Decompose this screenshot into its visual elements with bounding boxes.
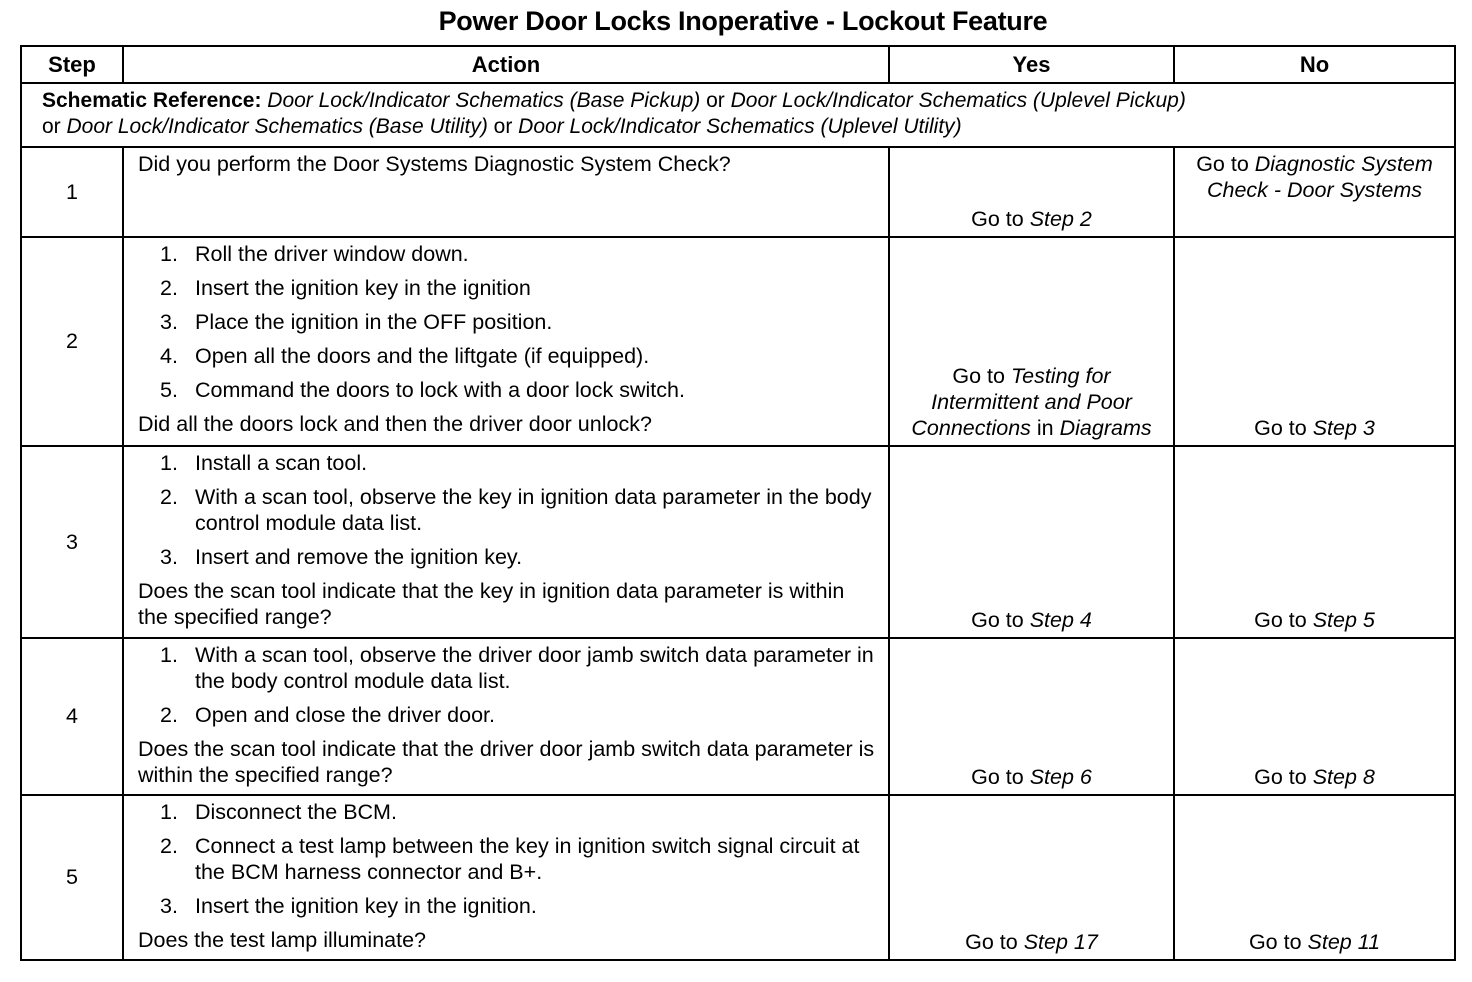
step-yes-result — [889, 638, 1174, 795]
action-list — [138, 642, 880, 728]
action-item — [138, 484, 880, 536]
action-item-number: 1. — [160, 643, 178, 667]
table-header-row — [21, 46, 1455, 83]
step-row — [21, 446, 1455, 638]
step-no-result — [1174, 795, 1455, 960]
action-item-number: 5. — [160, 378, 178, 402]
result-prefix: Go to — [965, 930, 1024, 954]
result-link[interactable]: Step 11 — [1307, 930, 1381, 954]
schematic-reference-label: Schematic Reference: — [42, 89, 262, 112]
result-link[interactable]: Step 8 — [1312, 765, 1375, 789]
step-yes-result — [889, 147, 1174, 237]
action-item — [138, 893, 880, 919]
schematic-or-1: or — [700, 89, 731, 112]
result-link[interactable]: Testing for Intermittent and Poor Connections — [911, 364, 1132, 440]
action-item-text: Roll the driver window down. — [195, 242, 469, 266]
action-item-number: 4. — [160, 344, 178, 368]
result-prefix: Go to — [971, 207, 1030, 231]
schematic-reference-row — [21, 83, 1455, 147]
result-link[interactable]: Step 4 — [1029, 608, 1092, 632]
step-yes-result — [889, 446, 1174, 638]
action-list — [138, 241, 880, 403]
step-action — [123, 237, 889, 446]
schematic-or-2: or — [42, 115, 67, 138]
action-item-text: Insert the ignition key in the ignition — [195, 276, 531, 300]
result-link[interactable]: Diagnostic System Check - Door Systems — [1206, 152, 1433, 202]
schematic-link-base-pickup[interactable]: Door Lock/Indicator Schematics (Base Pickup) — [267, 89, 701, 112]
action-item-number: 3. — [160, 894, 178, 918]
result-prefix: Go to — [1196, 152, 1255, 176]
action-item-number: 2. — [160, 276, 178, 300]
action-item — [138, 702, 880, 728]
diagnostic-table — [20, 45, 1456, 961]
step-no-result — [1174, 237, 1455, 446]
action-item-number: 3. — [160, 310, 178, 334]
step-yes-result — [889, 237, 1174, 446]
action-item — [138, 544, 880, 570]
action-item — [138, 343, 880, 369]
action-item — [138, 377, 880, 403]
action-item-text: Install a scan tool. — [195, 451, 368, 475]
step-no-result — [1174, 638, 1455, 795]
result-link[interactable]: Step 2 — [1029, 207, 1092, 231]
result-prefix: Go to — [952, 364, 1011, 388]
schematic-reference — [21, 83, 1455, 147]
result-prefix: Go to — [1254, 608, 1313, 632]
action-item-text: Open and close the driver door. — [195, 703, 495, 727]
result-link[interactable]: Step 5 — [1312, 608, 1375, 632]
step-action — [123, 147, 889, 237]
action-item — [138, 799, 880, 825]
action-item-text: Disconnect the BCM. — [195, 800, 397, 824]
step-number: 3 — [21, 446, 123, 638]
step-action — [123, 795, 889, 960]
action-item-number: 3. — [160, 545, 178, 569]
result-prefix: Go to — [971, 608, 1030, 632]
step-row — [21, 795, 1455, 960]
action-item — [138, 642, 880, 694]
step-number: 5 — [21, 795, 123, 960]
schematic-or-3: or — [487, 115, 519, 138]
step-action — [123, 638, 889, 795]
action-item-number: 1. — [160, 800, 178, 824]
document-title: Power Door Locks Inoperative - Lockout Feature — [438, 6, 1048, 36]
result-prefix: Go to — [1248, 930, 1308, 954]
step-no-result — [1174, 147, 1455, 237]
schematic-link-uplevel-pickup[interactable]: Door Lock/Indicator Schematics (Uplevel Pickup) — [730, 89, 1186, 112]
action-item-number: 2. — [160, 485, 178, 509]
action-item-number: 1. — [160, 242, 178, 266]
step-number: 1 — [21, 147, 123, 237]
action-item-text: With a scan tool, observe the key in ignition data parameter in the body control module data list. — [195, 485, 872, 535]
action-item-text: Insert the ignition key in the ignition. — [195, 894, 537, 918]
action-item-text: Insert and remove the ignition key. — [195, 545, 523, 569]
step-question: Did you perform the Door Systems Diagnostic System Check? — [138, 152, 731, 176]
result-link-secondary[interactable]: Diagrams — [1059, 416, 1152, 440]
action-item — [138, 450, 880, 476]
step-question: Does the scan tool indicate that the key in ignition data parameter is within the specified range? — [138, 579, 845, 629]
action-item — [138, 241, 880, 267]
action-list — [138, 799, 880, 919]
step-question: Does the test lamp illuminate? — [138, 928, 427, 952]
result-link[interactable]: Step 17 — [1023, 930, 1098, 954]
header-step: Step — [21, 46, 123, 83]
action-item-text: Connect a test lamp between the key in ignition switch signal circuit at the BCM harness connector and B+. — [195, 834, 860, 884]
step-action — [123, 446, 889, 638]
result-suffix: in — [1030, 416, 1060, 440]
step-yes-result — [889, 795, 1174, 960]
result-link[interactable]: Step 3 — [1312, 416, 1375, 440]
action-item — [138, 275, 880, 301]
header-no: No — [1174, 46, 1455, 83]
action-item-text: Open all the doors and the liftgate (if equipped). — [195, 344, 650, 368]
action-item-text: Place the ignition in the OFF position. — [195, 310, 553, 334]
schematic-link-base-utility[interactable]: Door Lock/Indicator Schematics (Base Utility) — [66, 115, 488, 138]
header-action: Action — [123, 46, 889, 83]
schematic-link-uplevel-utility[interactable]: Door Lock/Indicator Schematics (Uplevel Utility) — [518, 115, 962, 138]
step-row — [21, 237, 1455, 446]
step-number: 2 — [21, 237, 123, 446]
action-list — [138, 450, 880, 570]
step-question: Did all the doors lock and then the driver door unlock? — [138, 412, 652, 436]
step-number: 4 — [21, 638, 123, 795]
result-link[interactable]: Step 6 — [1029, 765, 1092, 789]
action-item-number: 1. — [160, 451, 178, 475]
action-item — [138, 309, 880, 335]
result-prefix: Go to — [1254, 416, 1313, 440]
action-item-number: 2. — [160, 834, 178, 858]
action-item-text: Command the doors to lock with a door lock switch. — [195, 378, 685, 402]
result-prefix: Go to — [1254, 765, 1313, 789]
step-row — [21, 638, 1455, 795]
result-prefix: Go to — [971, 765, 1030, 789]
action-item-text: With a scan tool, observe the driver door jamb switch data parameter in the body control module data list. — [195, 643, 874, 693]
step-row — [21, 147, 1455, 237]
step-question: Does the scan tool indicate that the driver door jamb switch data parameter is within the specified range? — [138, 737, 875, 787]
action-item-number: 2. — [160, 703, 178, 727]
action-item — [138, 833, 880, 885]
header-yes: Yes — [889, 46, 1174, 83]
step-no-result — [1174, 446, 1455, 638]
